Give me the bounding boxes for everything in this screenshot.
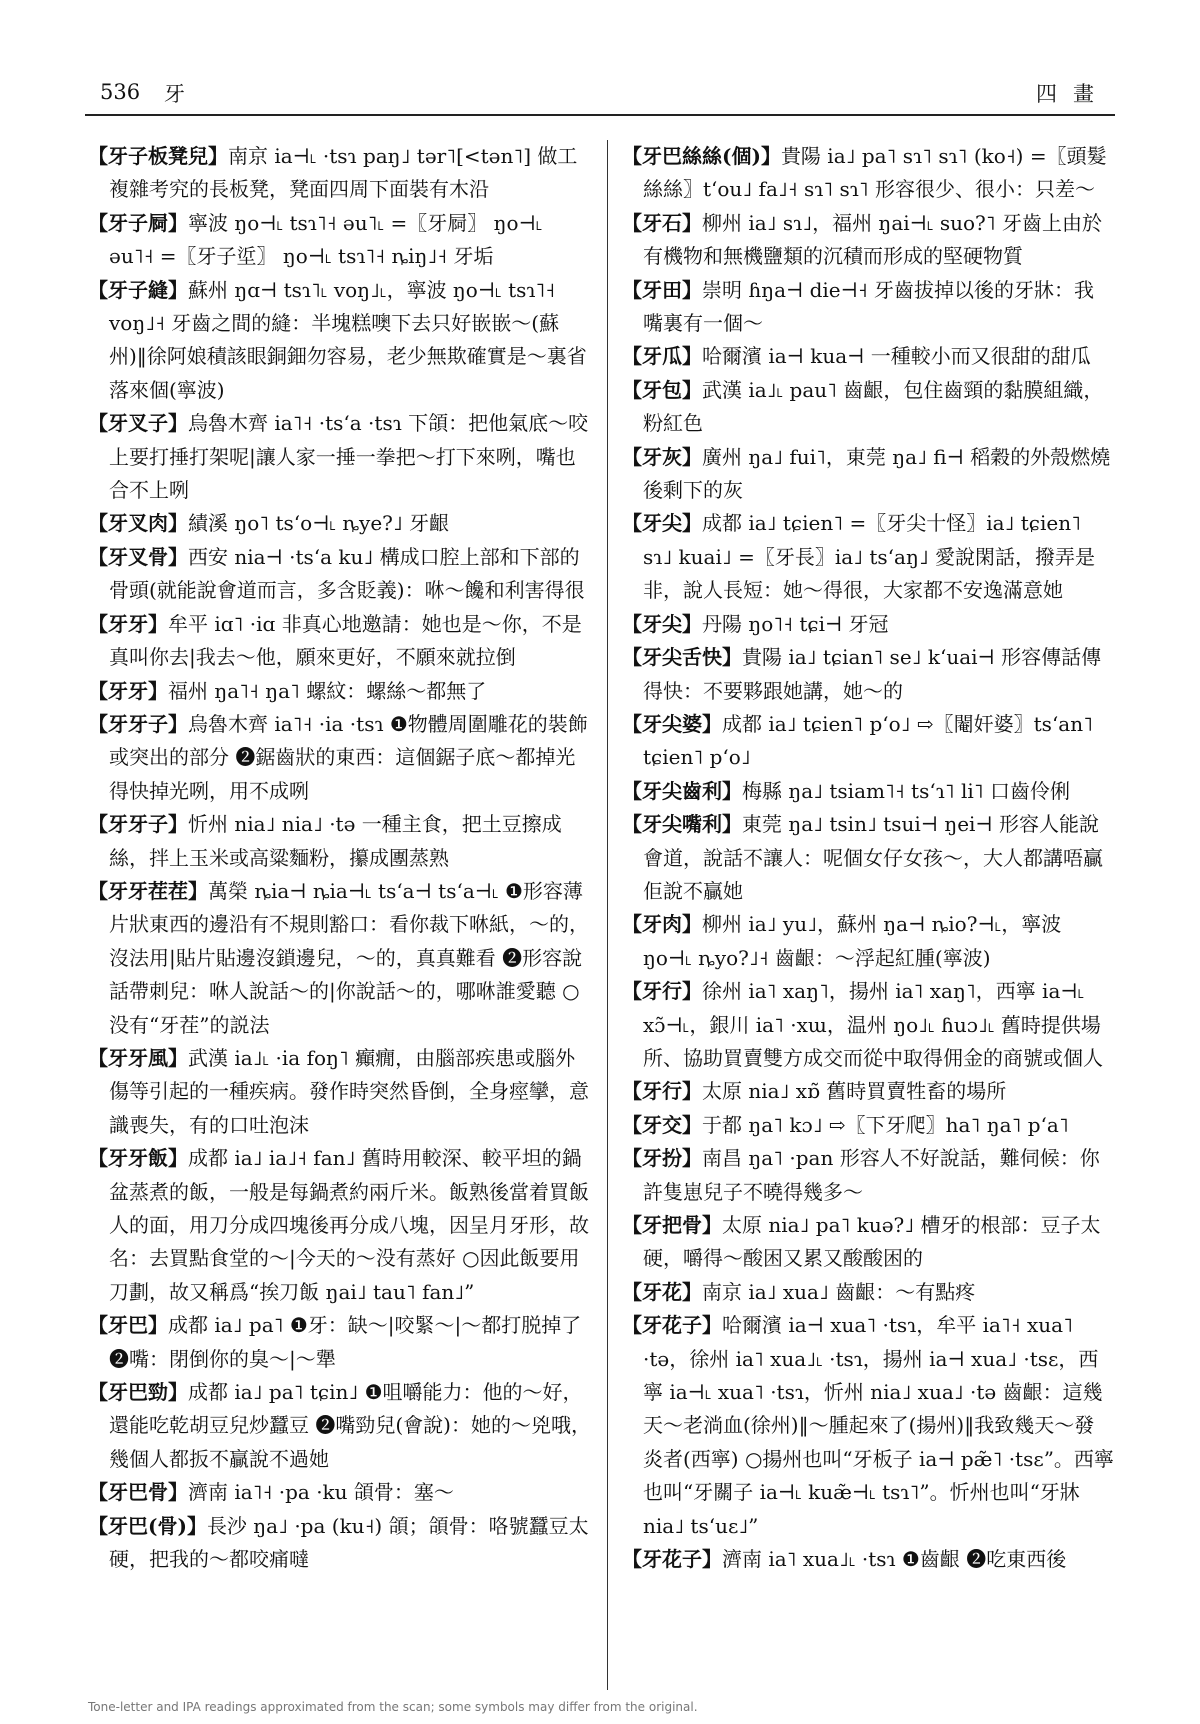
entry-headword: 【 牙行 】	[622, 1079, 702, 1103]
dictionary-entry	[88, 1376, 593, 1476]
header-rule	[85, 114, 1115, 116]
entry-definition: 太原 nia˩ pa˥ kuə?˩ 槽牙的根部：豆子太硬，嚼得～酸困又累又酸酸困的	[643, 1213, 1101, 1271]
entry-headword: 【 牙牙風 】	[88, 1046, 188, 1070]
dictionary-entry	[622, 374, 1114, 441]
entry-headword: 【 牙巴骨 】	[88, 1480, 188, 1504]
entry-headword: 【 牙石 】	[622, 211, 702, 235]
entry-headword: 【 牙子屙 】	[88, 211, 188, 235]
radical-heading: 牙	[164, 82, 185, 106]
dictionary-entry	[88, 274, 593, 408]
entry-definition: 福州 ŋa˥˧ ŋa˥ 螺紋：螺絲～都無了	[168, 678, 487, 703]
dictionary-entry	[88, 1142, 593, 1309]
entry-headword: 【 牙交 】	[622, 1113, 702, 1137]
column-divider	[607, 140, 608, 1690]
entry-headword: 【 牙扮 】	[622, 1146, 702, 1170]
dictionary-entry	[88, 207, 593, 274]
dictionary-entry	[88, 1476, 593, 1509]
right-column	[622, 140, 1114, 1700]
dictionary-entry	[88, 1042, 593, 1142]
page-header	[100, 78, 1110, 112]
dictionary-entry	[88, 507, 593, 540]
entry-definition: 徐州 ia˥ xaŋ˥，揚州 ia˥ xaŋ˥，西寧 ia⊣˪ xɔ̃⊣˪，銀川 ia˥ ·xɯ，温州 ŋo˩˪ ɦuɔ˩˪ 舊時提供場所、協助買賣雙方成交而從中取得佣金的商號或個人	[643, 979, 1103, 1070]
entry-definition: 武漢 ia˩˪ pau˥ 齒齦，包住齒頸的黏膜組織，粉紅色	[643, 377, 1104, 436]
dictionary-entry	[622, 207, 1114, 274]
entry-definition: 南昌 ŋa˥ ·pan 形容人不好說話，難伺候：你許隻崽兒子不曉得幾多～	[643, 1146, 1100, 1204]
entry-definition: 成都 ia˩ ia˩˧ fan˩ 舊時用較深、較平坦的鍋盆蒸煮的飯，一般是每鍋煮約兩斤米。飯熟後當着買飯人的面，用刀分成四塊後再分成八塊，因呈月牙形，故名：去買點食堂的～|今天的～没有蒸好 ○因此飯要用刀劃，故又稱爲“挨刀飯 ŋai˩ tau˥ fan˩”	[109, 1146, 589, 1304]
entry-definition: 濟南 ia˥˧ ·pa ·ku 頜骨：塞～	[188, 1480, 454, 1505]
dictionary-entry	[622, 775, 1114, 808]
entry-definition: 哈爾濱 ia⊣ xua˥ ·tsɿ，牟平 ia˥˧ xua˥ ·tə，徐州 ia˥ xua˩˪ ·tsɿ，揚州 ia⊣ xua˩ ·tsɛ，西寧 ia⊣˪ xua˥ ·tsɿ，忻州 nia˩ xua˩ ·tə 齒齦：這幾天～老淌血(徐州)‖～腫起來了(揚州)‖我致幾天～發炎者(西寧) ○揚州也叫“牙板子 ia⊣ pæ̃˥ ·tsɛ”。西寧也叫“牙關子 ia⊣˪ kuæ̃⊣˪ tsɿ˥”。忻州也叫“牙牀 nia˩ tsʻuɛ˩”	[643, 1313, 1114, 1538]
entry-definition: 柳州 ia˩ sɿ˩，福州 ŋai⊣˪ suo?˥ 牙齒上由於有機物和無機鹽類的沉積而形成的堅硬物質	[643, 210, 1102, 269]
entry-definition: 烏魯木齊 ia˥˧ ·ia ·tsɿ ❶物體周圍雕花的裝飾或突出的部分 ❷鋸齒狀的東西：這個鋸子底～都掉光得快掉光咧，用不成咧	[109, 711, 588, 803]
entry-definition: 梅縣 ŋa˩ tsiam˥˧ tsʻɿ˥ li˥ 口齒伶俐	[742, 778, 1070, 803]
dictionary-entry	[622, 507, 1114, 607]
entry-headword: 【 牙巴(骨) 】	[88, 1514, 207, 1538]
dictionary-entry	[88, 875, 593, 1042]
entry-headword: 【 牙叉骨 】	[88, 545, 188, 569]
dictionary-entry	[622, 708, 1114, 775]
entry-headword: 【 牙尖舌快 】	[622, 645, 742, 669]
entry-headword: 【 牙尖嘴利 】	[622, 812, 742, 836]
section-heading: 四畫	[1036, 82, 1110, 106]
dictionary-entry	[88, 808, 593, 875]
page-number: 536	[100, 80, 141, 104]
dictionary-entry	[88, 1309, 593, 1376]
entry-definition: 廣州 ŋa˩ fui˥，東莞 ŋa˩ fi⊣ 稻穀的外殼燃燒後剩下的灰	[643, 444, 1111, 503]
dictionary-entry	[88, 608, 593, 675]
entry-headword: 【 牙尖齒利 】	[622, 779, 742, 803]
transcription-note: Tone-letter and IPA readings approximated from the scan; some symbols may differ from the original.	[88, 1700, 698, 1714]
entry-definition: 崇明 ɦŋa⊣ die⊣˧ 牙齒拔掉以後的牙牀：我嘴裏有一個～	[643, 277, 1095, 336]
entry-definition: 南京 ia⊣˪ ·tsɿ paŋ˩ tər˥[<tən˥] 做工複雜考究的長板凳，凳面四周下面裝有木沿	[109, 144, 578, 202]
dictionary-entry	[622, 608, 1114, 641]
dictionary-entry	[622, 340, 1114, 373]
entry-definition: 成都 ia˩ tɕien˥ =〖牙尖十怪〗ia˩ tɕien˥ sɿ˩ kuai˩ =〖牙長〗ia˩ tsʻaŋ˩ 愛說閑話，撥弄是非，說人長短：她～得很，大家都不安逸滿意她	[643, 511, 1096, 603]
entry-headword: 【 牙牙茬茬 】	[88, 879, 208, 903]
entry-headword: 【 牙尖婆 】	[622, 712, 722, 736]
dictionary-entry	[622, 1543, 1114, 1576]
entry-definition: 牟平 iɑ˥ ·iɑ 非真心地邀請：她也是～你，不是真叫你去|我去～他，願來更好，不願來就拉倒	[109, 611, 582, 670]
entry-headword: 【 牙牙 】	[88, 679, 168, 703]
entry-headword: 【 牙花 】	[622, 1280, 702, 1304]
dictionary-entry	[88, 675, 593, 708]
dictionary-entry	[622, 1109, 1114, 1142]
entry-headword: 【 牙花子 】	[622, 1547, 722, 1571]
entry-headword: 【 牙巴 】	[88, 1313, 168, 1337]
entry-definition: 西安 nia⊣ ·tsʻa ku˩ 構成口腔上部和下部的骨頭(就能說會道而言，多含貶義)：咻～饞和利害得很	[109, 544, 585, 603]
entry-headword: 【 牙牙飯 】	[88, 1146, 188, 1170]
entry-definition: 哈爾濱 ia⊣ kua⊣ 一種較小而又很甜的甜瓜	[702, 344, 1091, 369]
entry-definition: 于都 ŋa˥ kɔ˩ ⇨〖下牙爬〗ha˥ ŋa˥ pʻa˥	[702, 1112, 1069, 1137]
dictionary-entry	[622, 441, 1114, 508]
entry-definition: 成都 ia˩ tɕien˥ pʻo˩ ⇨〖閹奸婆〗tsʻan˥ tɕien˥ pʻo˩	[643, 711, 1093, 770]
entry-headword: 【 牙子板凳兒 】	[88, 144, 228, 168]
entry-definition: 寧波 ŋo⊣˪ tsɿ˥˧ əu˥˪ =〖牙屙〗 ŋo⊣˪ əu˥˧ =〖牙子垽〗 ŋo⊣˪ tsɿ˥˧ ȵiŋ˩˧ 牙垢	[109, 210, 543, 269]
entry-headword: 【 牙包 】	[622, 378, 702, 402]
entry-definition: 成都 ia˩ pa˥ ❶牙：缺～|咬緊～|～都打脱掉了 ❷嘴：閉倒你的臭～|～犟	[109, 1313, 582, 1371]
entry-headword: 【 牙牙子 】	[88, 712, 188, 736]
entry-definition: 烏魯木齊 ia˥˧ ·tsʻa ·tsɿ 下頜：把他氣底～咬上要打捶打架呢|讓人家一捶一拳把～打下來咧，嘴也合不上咧	[109, 411, 589, 503]
entry-definition: 濟南 ia˥ xua˩˪ ·tsɿ ❶齒齦 ❷吃東西後	[722, 1547, 1067, 1572]
dictionary-entry	[88, 541, 593, 608]
entry-headword: 【 牙尖 】	[622, 612, 702, 636]
entry-definition: 貴陽 ia˩ pa˥ sɿ˥ sɿ˥ (ko˧) =〖頭髮絲絲〗tʻou˩ fa˩˧ sɿ˥ sɿ˥ 形容很少、很小：只差～	[643, 144, 1107, 202]
entry-headword: 【 牙行 】	[622, 979, 702, 1003]
dictionary-entry	[88, 140, 593, 207]
entry-headword: 【 牙灰 】	[622, 445, 702, 469]
entry-definition: 南京 ia˩ xua˩ 齒齦：～有點疼	[702, 1279, 976, 1304]
entry-definition: 績溪 ŋo˥ tsʻo⊣˪ ȵye?˩ 牙齦	[188, 511, 450, 536]
dictionary-entry	[622, 1075, 1114, 1108]
entry-definition: 東莞 ŋa˩ tsin˩ tsui⊣ ŋei⊣ 形容人能說會道，說話不讓人：呢個女仔女孩～，大人都講唔贏佢說不贏她	[643, 812, 1103, 903]
dictionary-entry	[622, 1142, 1114, 1209]
entry-definition: 萬榮 ȵia⊣ ȵia⊣˪ tsʻa⊣ tsʻa⊣˪ ❶形容薄片狀東西的邊沿有不規則豁口：看你裁下咻紙，～的，沒法用|貼片貼邊沒鎖邊兒，～的，真真難看 ❷形容說話帶刺兒：咻人說話～的|你說話～的，哪咻誰愛聽 ○没有“牙茬”的説法	[109, 878, 589, 1037]
dictionary-entry	[622, 808, 1114, 908]
entry-definition: 武漢 ia˩˪ ·ia foŋ˥ 癲癇，由腦部疾患或腦外傷等引起的一種疾病。發作時突然昏倒，全身痙攣，意識喪失，有的口吐泡沫	[109, 1045, 589, 1137]
entry-headword: 【 牙巴勁 】	[88, 1380, 188, 1404]
entry-definition: 丹陽 ŋo˥˧ tɕi⊣ 牙冠	[702, 611, 889, 636]
entry-headword: 【 牙叉子 】	[88, 411, 188, 435]
entry-definition: 蘇州 ŋɑ⊣ tsɿ˥˪ voŋ˩˪，寧波 ŋo⊣˪ tsɿ˥˧ voŋ˩˧ 牙齒之間的縫：半塊糕噢下去只好嵌嵌～(蘇州)‖徐阿娘積該眼銅鈿勿容易，老少無欺確實是～裏省落來個(寧波)	[109, 277, 587, 402]
dictionary-entry	[88, 708, 593, 808]
entry-headword: 【 牙瓜 】	[622, 344, 702, 368]
dictionary-entry	[622, 1309, 1114, 1543]
entry-headword: 【 牙花子 】	[622, 1313, 722, 1337]
entry-headword: 【 牙尖 】	[622, 511, 702, 535]
left-column	[88, 140, 593, 1700]
entry-definition: 成都 ia˩ pa˥ tɕin˩ ❶咀嚼能力：他的～好，還能吃乾胡豆兒炒蠶豆 ❷嘴勁兒(會說)：她的～兇哦，幾個人都扳不贏說不過她	[109, 1380, 591, 1471]
entry-definition: 長沙 ŋa˩ ·pa (ku˧) 頜；頜骨：咯號蠶豆太硬，把我的～都咬痛噠	[109, 1513, 589, 1572]
dictionary-entry	[622, 1276, 1114, 1309]
entry-headword: 【 牙叉肉 】	[88, 511, 188, 535]
entry-headword: 【 牙肉 】	[622, 912, 702, 936]
entry-headword: 【 牙田 】	[622, 278, 702, 302]
dictionary-entry	[622, 641, 1114, 708]
entry-headword: 【 牙牙子 】	[88, 812, 188, 836]
entry-definition: 忻州 nia˩ nia˩ ·tə 一種主食，把土豆擦成絲，拌上玉米或高粱麵粉，攥成團蒸熟	[109, 812, 562, 870]
entry-headword: 【 牙子縫 】	[88, 278, 188, 302]
entry-definition: 柳州 ia˩ yu˩，蘇州 ŋa⊣ ȵio?⊣˪，寧波 ŋo⊣˪ ȵyo?˩˧ 齒齦：～浮起紅腫(寧波)	[643, 912, 1062, 970]
entry-definition: 太原 nia˩ xɒ̃ 舊時買賣牲畜的場所	[702, 1079, 1007, 1104]
entry-definition: 貴陽 ia˩ tɕian˥ se˩ kʻuai⊣ 形容傳話傳得快：不要夥跟她講，她～的	[643, 645, 1102, 703]
dictionary-entry	[88, 407, 593, 507]
dictionary-entry	[622, 274, 1114, 341]
dictionary-entry	[622, 1209, 1114, 1276]
dictionary-entry	[622, 140, 1114, 207]
entry-headword: 【 牙把骨 】	[622, 1213, 722, 1237]
dictionary-entry	[88, 1510, 593, 1577]
dictionary-entry	[622, 975, 1114, 1075]
entry-headword: 【 牙巴絲絲(個) 】	[622, 144, 781, 168]
dictionary-entry	[622, 908, 1114, 975]
entry-headword: 【 牙牙 】	[88, 612, 168, 636]
